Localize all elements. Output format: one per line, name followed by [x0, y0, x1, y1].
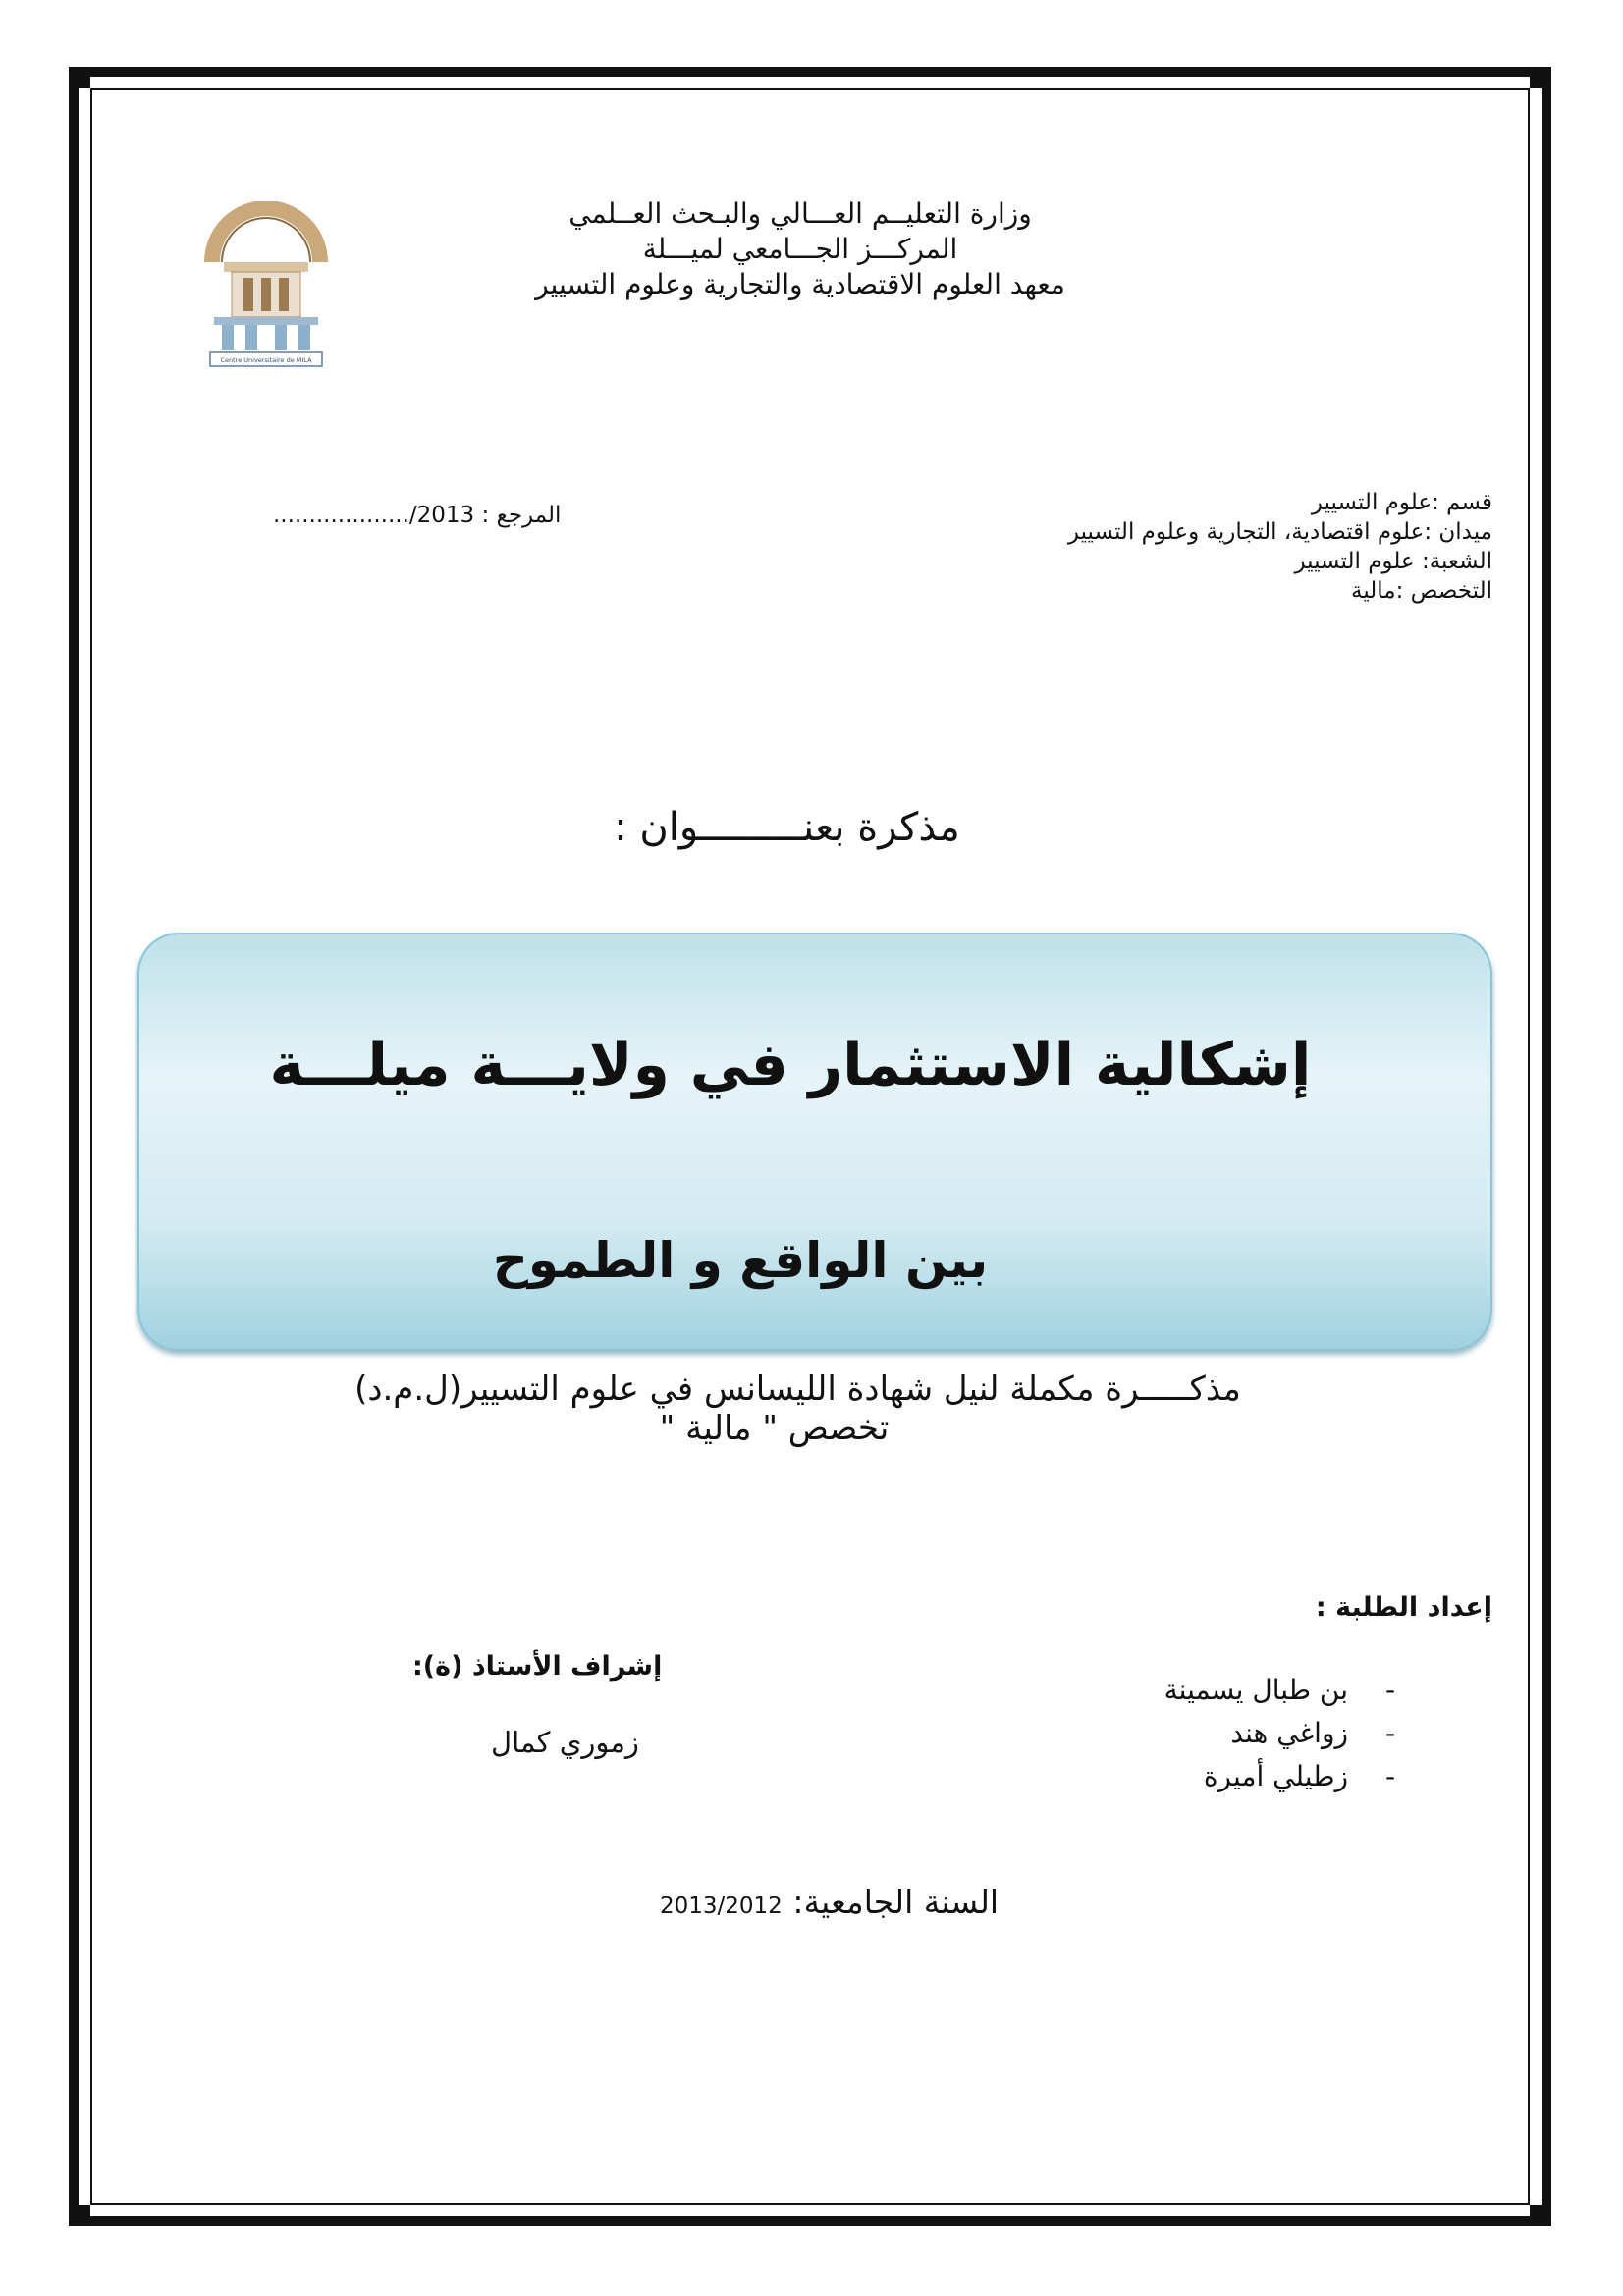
list-item — [1164, 1669, 1397, 1712]
institute-name: معهد العلوم الاقتصادية والتجارية وعلوم التسيير — [535, 268, 1065, 300]
student-name: زواغي هند — [1230, 1717, 1348, 1749]
list-item — [1164, 1755, 1397, 1798]
student-name: بن طبال يسمينة — [1163, 1674, 1348, 1706]
list-item — [1164, 1712, 1397, 1755]
thesis-subtitle — [137, 1232, 1492, 1289]
students-heading: إعداد الطلبة : — [1315, 1592, 1492, 1623]
department-section: قسم :علوم التسيير — [1311, 490, 1492, 515]
thesis-title-text: إشكالية الاستثمار في ولايـــة ميلـــة — [269, 1031, 1312, 1099]
academic-year-label: السنة الجامعية: — [792, 1883, 1000, 1921]
university-logo — [202, 201, 330, 373]
degree-specialty: تخصص " مالية " — [659, 1409, 890, 1448]
border-corner — [1530, 2205, 1551, 2226]
supervisor-heading: إشراف الأستاذ (ة): — [412, 1651, 663, 1682]
border-corner — [1530, 67, 1551, 88]
thesis-title — [137, 1031, 1492, 1099]
list-bullet: - — [1384, 1717, 1396, 1749]
thesis-subtitle-text: بين الواقع و الطموح — [492, 1232, 989, 1289]
reference-value: .................../2013 — [273, 503, 475, 528]
students-list — [1164, 1669, 1397, 1798]
department-specialty: التخصص :مالية — [1351, 578, 1492, 604]
list-bullet: - — [1384, 1760, 1396, 1792]
svg-text:Centre Universitaire de MILA: Centre Universitaire de MILA — [220, 356, 312, 364]
ministry-name: وزارة التعليــم العـــالي والبـحث العــلمي — [568, 197, 1032, 230]
department-branch: الشعبة: علوم التسيير — [1294, 549, 1492, 574]
border-corner — [69, 2205, 90, 2226]
reference-label: المرجع : — [481, 503, 562, 528]
thesis-title-box — [137, 933, 1492, 1351]
department-field: ميدان :علوم اقتصادية، التجارية وعلوم التسيير — [1067, 519, 1492, 545]
center-name: المركـــز الجـــامعي لميـــلة — [642, 233, 958, 265]
student-name: زطيلي أميرة — [1203, 1760, 1348, 1792]
university-logo-icon — [202, 201, 330, 373]
reference-field — [273, 503, 561, 528]
supervisor-name: زموري كمال — [491, 1726, 639, 1759]
memo-title-text: مذكرة بعنـــــــــوان : — [614, 805, 960, 850]
institution-header — [457, 196, 1144, 302]
department-info — [1068, 488, 1492, 606]
degree-statement — [0, 1369, 1623, 1448]
academic-year — [660, 1883, 999, 1921]
memo-title-label — [0, 805, 1623, 850]
border-corner — [69, 67, 90, 88]
list-bullet: - — [1384, 1674, 1396, 1706]
degree-line: مذكـــــرة مكملة لنيل شهادة الليسانس في علوم التسيير(ل.م.د) — [354, 1369, 1241, 1409]
academic-year-value: 2013/2012 — [660, 1894, 783, 1919]
